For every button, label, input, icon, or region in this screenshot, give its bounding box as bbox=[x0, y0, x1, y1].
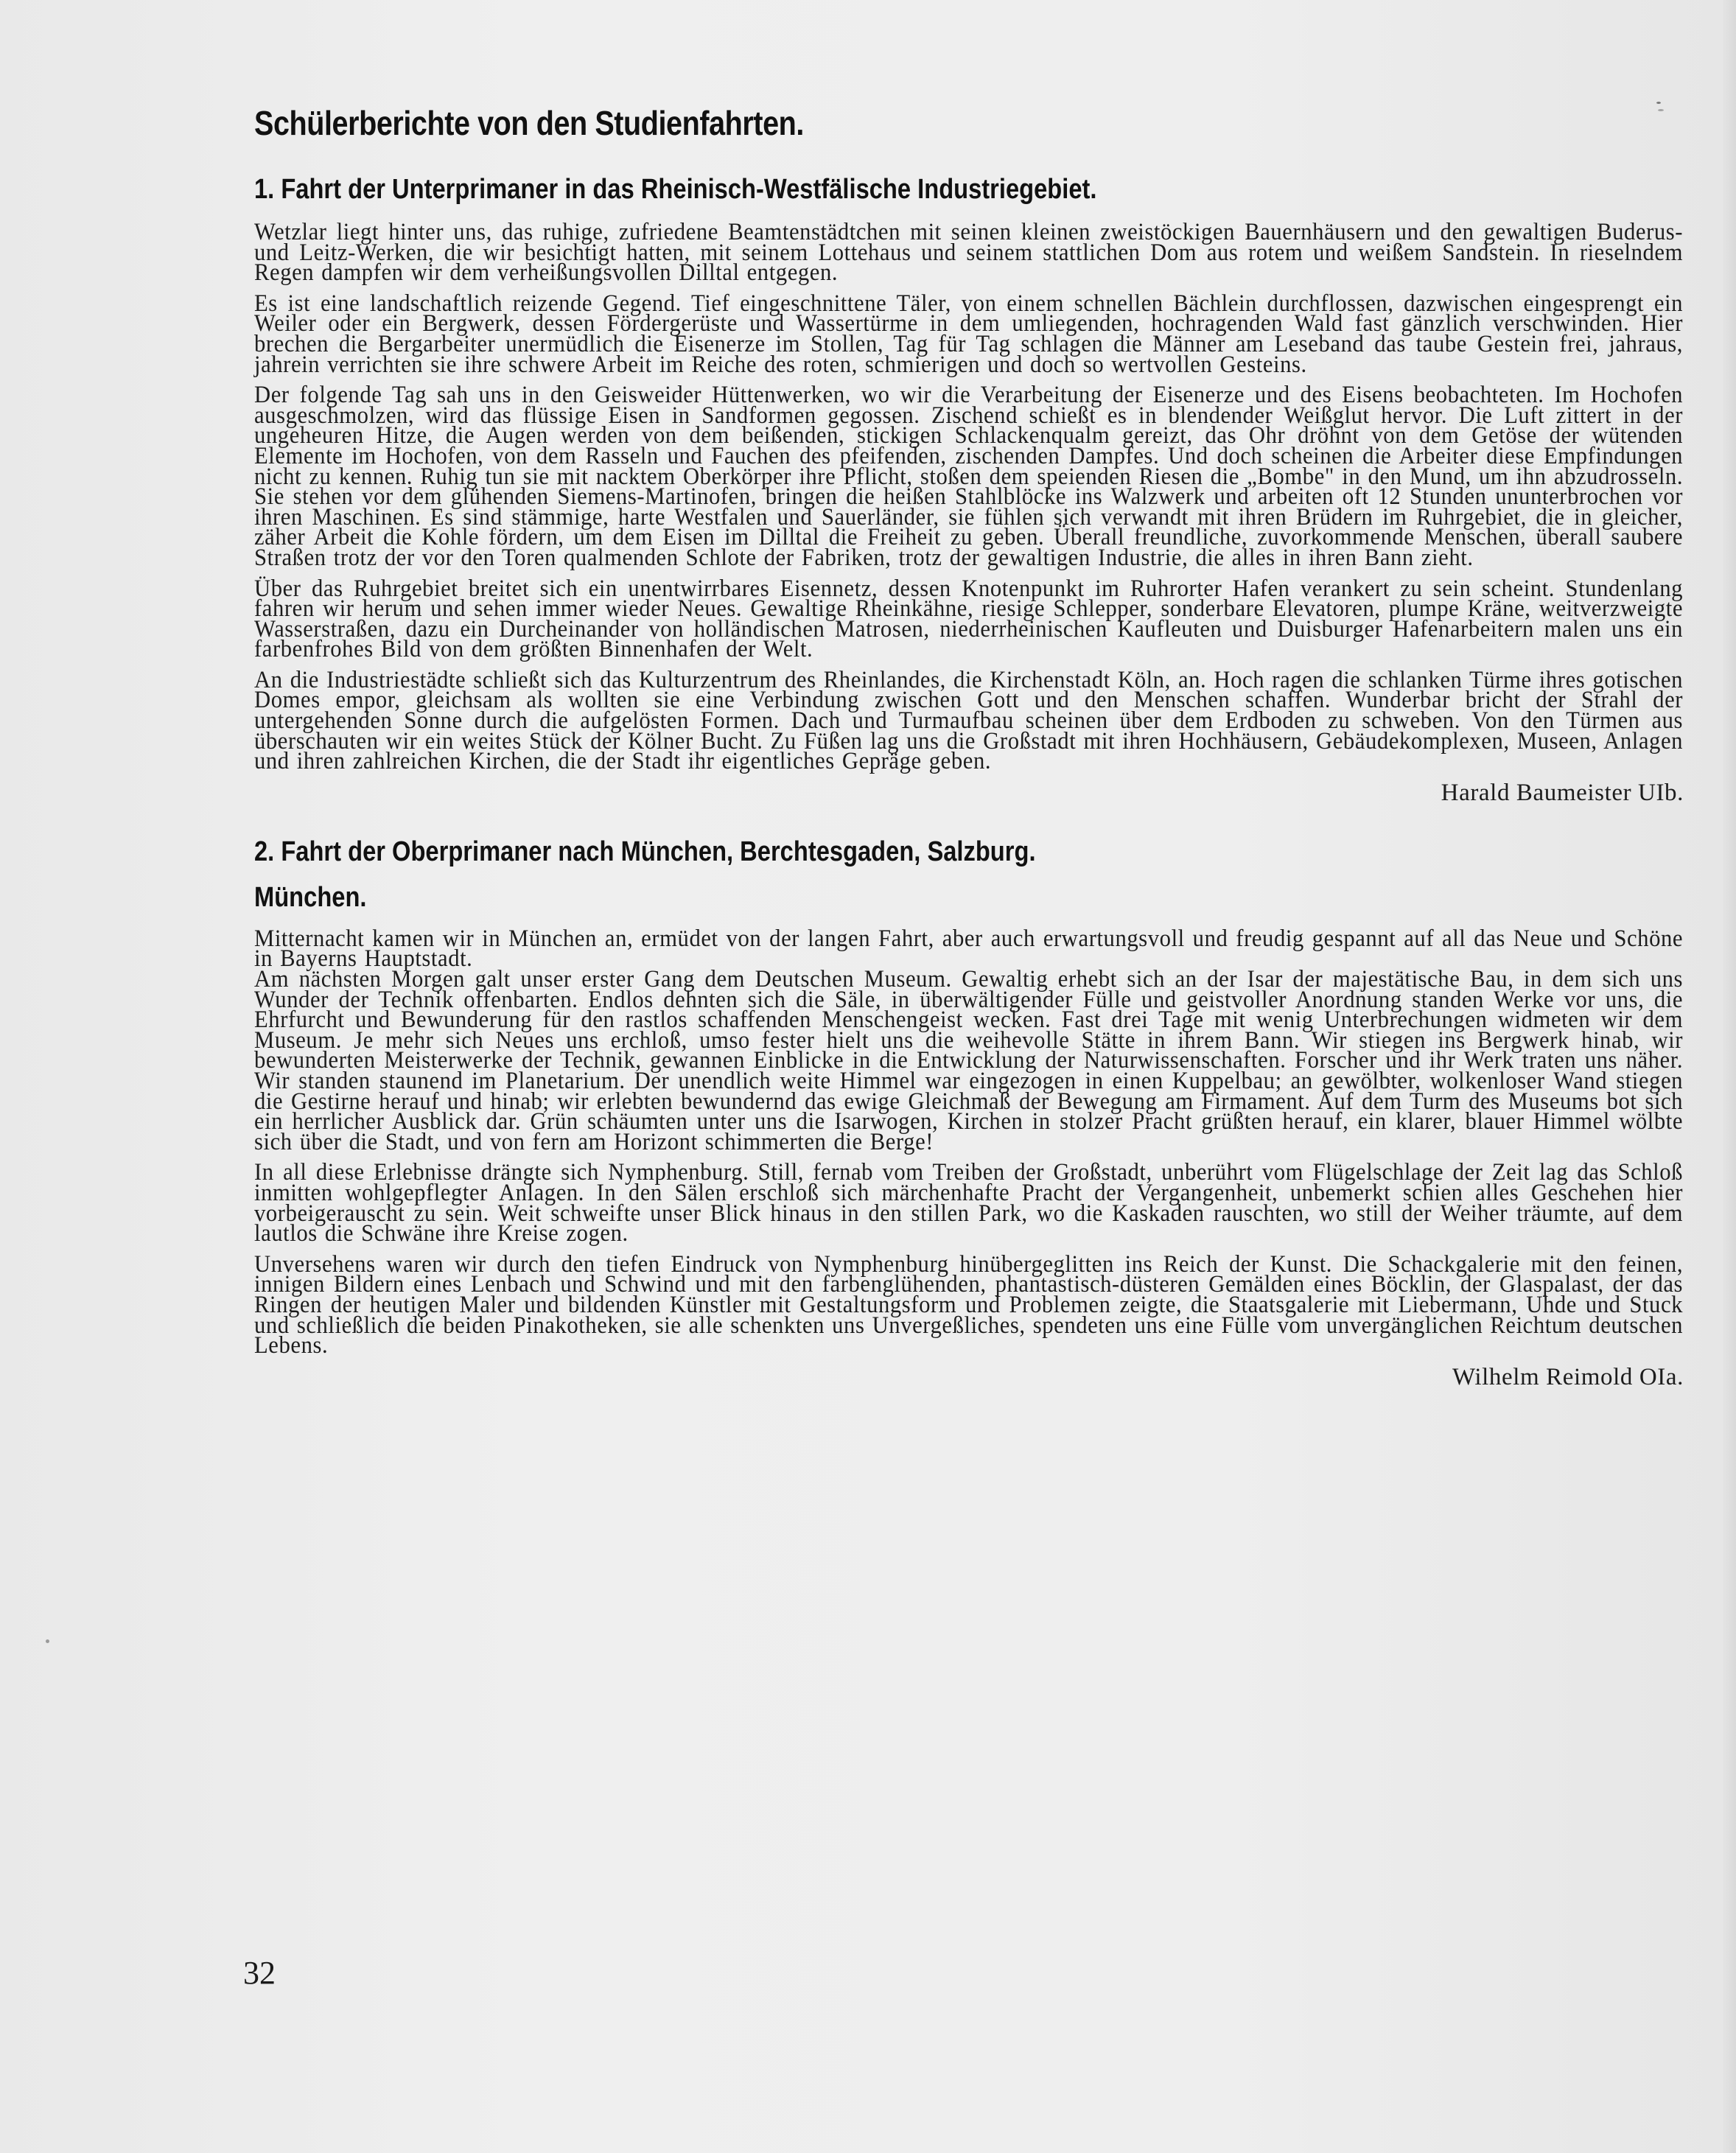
paragraph: Der folgende Tag sah uns in den Geisweider Hüttenwerken, wo wir die Verarbeitung der Eisenerze und des Eisens beobachteten. Im Hochofen ausgeschmolzen, wird das flüssige Eisen in Sandformen gegossen. Zischend schießt es in blendender Weißglut hervor. Die Luft zittert in der ungeheuren Hitze, die Augen werden von dem beißenden, stickigen Schlackenqualm gereizt, das Ohr dröhnt von dem Getöse der wütenden Elemente im Hochofen, von dem Rasseln und Fauchen des pfeifenden, zischenden Dampfes. Und doch scheinen die Arbeiter diese Empfindungen nicht zu kennen. Ruhig tun sie mit nacktem Oberkörper ihre Pflicht, stoßen dem speienden Riesen die „Bombe" in den Mund, um ihn abzudrosseln. Sie stehen vor dem glühenden Siemens-Martinofen, bringen die heißen Stahlblöcke ins Walzwerk und arbeiten oft 12 Stunden ununterbrochen vor ihren Maschinen. Es sind stämmige, harte Westfalen und Sauerländer, sie fühlen sich verwandt mit ihren Brüdern im Ruhrgebiet, die in gleicher, zäher Arbeit die Kohle fördern, um dem Eisen im Dilltal die Freiheit zu geben. Überall freundliche, zuvorkommende Menschen, überall saubere Straßen trotz der vor den Toren qualmenden Schlote der Fabriken, trotz der gewaltigen Industrie, die alles in ihren Bann zieht. bbox=[254, 382, 1684, 571]
section-2-subheading: München. bbox=[254, 881, 367, 913]
section-1 bbox=[254, 174, 1684, 807]
page-title: Schülerberichte von den Studienfahrten. bbox=[254, 104, 804, 142]
paragraph: Mitternacht kamen wir in München an, ermüdet von der langen Fahrt, aber auch erwartungsvoll und freudig gespannt auf all das Neue und Schöne in Bayerns Hauptstadt. bbox=[254, 925, 1684, 973]
page-content bbox=[254, 94, 1684, 1391]
section-2-heading: 2. Fahrt der Oberprimaner nach München, Berchtesgaden, Salzburg. bbox=[254, 836, 1036, 867]
paragraph: Unversehens waren wir durch den tiefen Eindruck von Nymphenburg hinübergeglitten ins Reich der Kunst. Die Schackgalerie mit den feinen, innigen Bildern eines Lenbach und Schwind und mit den farbenglühenden, phantastisch-düsteren Gemälden eines Böcklin, der Glaspalast, der das Ringen der heutigen Maler und bildenden Künstler mit Gestaltungsform und Problemen zeigte, die Staatsgalerie mit Liebermann, Uhde und Stuck und schließlich die beiden Pinakotheken, sie alle schenkten uns Unvergeßliches, spendeten uns eine Fülle vom unvergänglichen Reichtum deutschen Lebens. bbox=[254, 1250, 1684, 1359]
paragraph: Am nächsten Morgen galt unser erster Gang dem Deutschen Museum. Gewaltig erhebt sich an der Isar der majestätische Bau, in dem sich uns Wunder der Technik offenbarten. Endlos dehnten sich die Säle, in überwältigender Fülle und geistvoller Anordnung standen Werke vor uns, die Ehrfurcht und Bewunderung für den rastlos schaffenden Menschengeist wecken. Fast drei Tage mit wenig Unterbrechungen widmeten wir dem Museum. Je mehr sich Neues uns erchloß, umso fester hielt uns die weihevolle Stätte in ihrem Bann. Wir stiegen ins Bergwerk hinab, wir bewunderten Meisterwerke der Technik, gewannen Einblicke in die Entwicklung der Naturwissenschaften. Forscher und ihr Werk traten uns näher. Wir standen staunend im Planetarium. Der unendlich weite Himmel war eingezogen in einen Kuppelbau; an gewölbter, wolkenloser Wand stiegen die Gestirne herauf und hinab; wir erlebten bewundernd das ewige Gleichmaß der Bewegung am Firmament. Auf dem Turm des Museums bot sich ein herrlicher Ausblick dar. Grün schäumten unter uns die Isarwogen, Kirchen in stolzer Pracht grüßten herauf, ein klarer, blauer Himmel wölbte sich über die Stadt, und von fern am Horizont schimmerten die Berge! bbox=[254, 966, 1684, 1155]
section-2 bbox=[254, 836, 1684, 1391]
scan-speck bbox=[1658, 109, 1664, 111]
page-number: 32 bbox=[243, 1955, 276, 1991]
section-1-author: Harald Baumeister UIb. bbox=[1441, 779, 1684, 806]
scan-speck bbox=[1656, 102, 1661, 104]
scan-speck bbox=[46, 1639, 49, 1643]
section-1-heading: 1. Fahrt der Unterprimaner in das Rheinisch-Westfälische Industriegebiet. bbox=[254, 174, 1097, 205]
page-edge-shadow bbox=[1723, 0, 1736, 2153]
section-2-author: Wilhelm Reimold OIa. bbox=[1452, 1363, 1684, 1390]
paragraph: In all diese Erlebnisse drängte sich Nymphenburg. Still, fernab vom Treiben der Großstadt, unberührt vom Flügelschlage der Zeit lag das Schloß inmitten wohlgepflegter Anlagen. In den Sälen erschloß sich märchenhafte Pracht der Vergangenheit, unbemerkt schien alles Geschehen hier vorbeigerauscht zu sein. Weit schweifte unser Blick hinaus in den stillen Park, wo die Kaskaden rauschten, wo still der Weiher träumte, auf dem lautlos die Schwäne ihre Kreise zogen. bbox=[254, 1159, 1684, 1247]
section-1-body bbox=[254, 219, 1684, 775]
paragraph: An die Industriestädte schließt sich das Kulturzentrum des Rheinlandes, die Kirchenstadt Köln, an. Hoch ragen die schlanken Türme ihres gotischen Domes empor, gleichsam als wollten sie eine Verbindung zwischen Gott und den Menschen schaffen. Wunderbar bricht der Strahl der untergehenden Sonne durch die aufgelösten Formen. Dach und Turmaufbau scheinen über dem Erdboden zu schweben. Von den Türmen aus überschauten wir ein weites Stück der Kölner Bucht. Zu Füßen lag uns die Großstadt mit ihren Hochhäusern, Gebäudekomplexen, Museen, Anlagen und ihren zahlreichen Kirchen, die der Stadt ihr eigentliches Gepräge geben. bbox=[254, 666, 1684, 775]
paragraph: Über das Ruhrgebiet breitet sich ein unentwirrbares Eisennetz, dessen Knotenpunkt im Ruhrorter Hafen verankert zu sein scheint. Stundenlang fahren wir herum und sehen immer wieder Neues. Gewaltige Rheinkähne, riesige Schlepper, sonderbare Elevatoren, plumpe Kräne, weitverzweigte Wasserstraßen, dazu ein Durcheinander von holländischen Matrosen, niederrheinischen Kaufleuten und Duisburger Hafenarbeitern malen uns ein farbenfrohes Bild von dem größten Binnenhafen der Welt. bbox=[254, 575, 1684, 663]
section-2-body bbox=[254, 925, 1684, 1359]
paragraph: Es ist eine landschaftlich reizende Gegend. Tief eingeschnittene Täler, von einem schnellen Bächlein durchflossen, dazwischen eingesprengt ein Weiler oder ein Bergwerk, dessen Fördergerüste und Wassertürme in dem umliegenden, hochragenden Wald fast gänzlich verschwinden. Hier brechen die Bergarbeiter unermüdlich die Eisenerze im Stollen, Tag für Tag schlagen die Männer am Leseband das taube Gestein frei, jahraus, jahrein verrichten sie ihre schwere Arbeit im Reiche des roten, schmierigen und doch so wertvollen Gesteins. bbox=[254, 290, 1684, 378]
paragraph: Wetzlar liegt hinter uns, das ruhige, zufriedene Beamtenstädtchen mit seinen kleinen zweistöckigen Bauernhäusern und den gewaltigen Buderus- und Leitz-Werken, die wir besichtigt hatten, mit seinem Lottehaus und seinem stattlichen Dom aus rotem und weißem Sandstein. In rieselndem Regen dampfen wir dem verheißungsvollen Dilltal entgegen. bbox=[254, 219, 1684, 287]
